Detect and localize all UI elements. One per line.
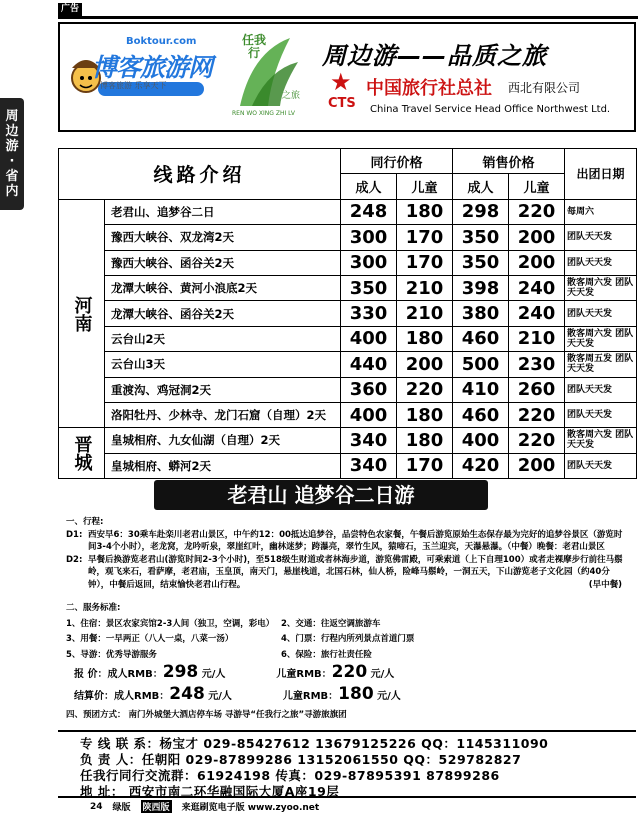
route-name: 龙潭大峡谷、黄河小浪底2天 — [105, 275, 341, 300]
footer — [90, 800, 319, 813]
retail-adult-price: 420 — [453, 453, 509, 478]
header-ad — [58, 22, 636, 132]
departure-date: 团队天天发 — [565, 225, 637, 250]
footer-section: 绿版 — [112, 803, 131, 813]
contact-line-manager: 负 责 人：任朝阳 029-87899286 13152061550 QQ：529782827 — [80, 752, 522, 767]
peer-adult-price: 300 — [341, 250, 397, 275]
settle-child-label: 儿童RMB： — [282, 691, 339, 702]
price-unit: 元/人 — [201, 669, 226, 680]
contact-line-address: 地 址： 西安市南二环华融国际大厦A座19层 — [80, 784, 340, 799]
table-row — [59, 377, 637, 402]
price-unit: 元/人 — [377, 691, 401, 702]
retail-child-price: 200 — [509, 225, 565, 250]
day2-line — [66, 554, 626, 592]
quote-label: 报 价：成人RMB： — [74, 669, 163, 680]
retail-child-price: 200 — [509, 453, 565, 478]
route-name: 豫西大峡谷、函谷关2天 — [105, 250, 341, 275]
peer-child-price: 210 — [397, 275, 453, 300]
peer-adult-price: 440 — [341, 352, 397, 377]
table-row — [59, 250, 637, 275]
retail-child-price: 200 — [509, 250, 565, 275]
itinerary-section — [66, 516, 626, 591]
service-item: 3、用餐：一早两正（八人一桌，八菜一汤） — [66, 634, 234, 644]
side-tab-label: 周边游·省内 — [5, 109, 19, 199]
table-row — [59, 352, 637, 377]
peer-child-price: 170 — [397, 453, 453, 478]
departure-date: 团队天天发 — [565, 377, 637, 402]
peer-adult-price: 300 — [341, 225, 397, 250]
peer-adult-price: 330 — [341, 301, 397, 326]
footer-url[interactable]: 来逛刷览电子版 www.zyoo.net — [181, 803, 320, 813]
peer-child-price: 180 — [397, 326, 453, 351]
quote-child-price: 220 — [331, 662, 368, 682]
departure-date: 每周六 — [565, 199, 637, 224]
cts-suffix: 西北有限公司 — [508, 81, 581, 95]
header-peer-adult: 成人 — [341, 174, 397, 199]
service-item: 1、住宿：景区农家宾馆2-3人间（独卫，空调，彩电） — [66, 618, 275, 629]
peer-child-price: 170 — [397, 250, 453, 275]
region-label: 晋城 — [59, 428, 105, 479]
table-row — [59, 428, 637, 453]
departure-date: 散客周六发 团队天天发 — [565, 326, 637, 351]
departure-date: 散客周六发 团队天天发 — [565, 275, 637, 300]
boktour-name: 博客旅游网 — [92, 53, 213, 82]
table-row — [59, 453, 637, 478]
peer-child-price: 180 — [397, 402, 453, 427]
header-peer-child: 儿童 — [397, 174, 453, 199]
departure-date: 散客周五发 团队天天发 — [565, 352, 637, 377]
renwoxing-sub: 之旅 — [282, 91, 301, 101]
retail-child-price: 240 — [509, 301, 565, 326]
header-retail-child: 儿童 — [509, 174, 565, 199]
route-name: 云台山3天 — [105, 352, 341, 377]
page-number: 24 — [90, 801, 103, 812]
contact-line-hotline: 专 线 联 系：杨宝才 029-85427612 13679125226 QQ：1145311090 — [80, 736, 549, 751]
retail-adult-price: 350 — [453, 225, 509, 250]
table-row — [59, 326, 637, 351]
region-label: 河南 — [59, 199, 105, 428]
price-unit: 元/人 — [370, 669, 395, 680]
peer-child-price: 170 — [397, 225, 453, 250]
retail-child-price: 260 — [509, 377, 565, 402]
service-item: 4、门票：行程内所列景点首道门票 — [281, 634, 415, 644]
departure-date: 团队天天发 — [565, 301, 637, 326]
renwoxing-name: 任我行 — [242, 33, 267, 60]
retail-adult-price: 398 — [453, 275, 509, 300]
peer-child-price: 220 — [397, 377, 453, 402]
retail-adult-price: 410 — [453, 377, 509, 402]
day1-label: D1: — [66, 529, 83, 540]
retail-child-price: 220 — [509, 402, 565, 427]
table-row — [59, 199, 637, 224]
departure-date: 团队天天发 — [565, 250, 637, 275]
service-item: 2、交通：往返空调旅游车 — [281, 618, 381, 629]
booking-info: 四、预团方式： 南门外城堡大酒店停车场 寻游导“任我行之旅”寻游旅旗团 — [66, 710, 347, 720]
retail-child-price: 230 — [509, 352, 565, 377]
table-header-row — [59, 149, 637, 174]
retail-child-price: 220 — [509, 428, 565, 453]
settle-price-row — [74, 684, 401, 704]
quote-child-label: 儿童RMB： — [276, 669, 332, 680]
route-name: 皇城相府、蟒河2天 — [105, 453, 341, 478]
route-name: 云台山2天 — [105, 326, 341, 351]
departure-date: 散客周六发 团队天天发 — [565, 428, 637, 453]
peer-child-price: 180 — [397, 199, 453, 224]
cts-star-icon: ★ — [330, 68, 352, 96]
retail-adult-price: 350 — [453, 250, 509, 275]
retail-adult-price: 400 — [453, 428, 509, 453]
slogan: 周边游——品质之旅 — [322, 42, 547, 70]
table-row — [59, 402, 637, 427]
peer-adult-price: 360 — [341, 377, 397, 402]
quote-adult-price: 298 — [162, 662, 199, 682]
header-departure-date: 出团日期 — [565, 149, 637, 200]
header-route: 线路介绍 — [59, 149, 341, 200]
cts-name: 中国旅行社总社 — [366, 78, 492, 99]
peer-adult-price: 340 — [341, 453, 397, 478]
contact-line-group: 任我行同行交流群：61924198 传真：029-87895391 87899286 — [80, 768, 500, 783]
peer-adult-price: 248 — [341, 199, 397, 224]
route-title-banner: 老君山 追梦谷二日游 — [154, 480, 488, 510]
renwoxing-pinyin: REN WO XING ZHI LV — [232, 110, 295, 117]
peer-adult-price: 400 — [341, 326, 397, 351]
table-row — [59, 301, 637, 326]
header-retail-adult: 成人 — [453, 174, 509, 199]
header-peer-price: 同行价格 — [341, 149, 453, 174]
route-price-table — [58, 148, 637, 479]
boktour-tagline: 博客旅游 乐享天下 — [100, 81, 167, 90]
peer-child-price: 210 — [397, 301, 453, 326]
retail-adult-price: 500 — [453, 352, 509, 377]
retail-adult-price: 298 — [453, 199, 509, 224]
service-item: 6、保险：旅行社责任险 — [281, 649, 372, 660]
retail-child-price: 240 — [509, 275, 565, 300]
departure-date: 团队天天发 — [565, 453, 637, 478]
retail-adult-price: 380 — [453, 301, 509, 326]
ad-tag: 广告 — [58, 3, 82, 16]
top-rule — [58, 16, 638, 19]
table-row — [59, 275, 637, 300]
day2-label: D2: — [66, 554, 83, 565]
quote-price-row — [74, 662, 394, 682]
itinerary-heading: 一、行程: — [66, 517, 104, 527]
route-name: 龙潭大峡谷、函谷关2天 — [105, 301, 341, 326]
day1-line — [66, 529, 626, 554]
route-name: 重渡沟、鸡冠洞2天 — [105, 377, 341, 402]
departure-date: 团队天天发 — [565, 402, 637, 427]
cts-label: CTS — [328, 96, 356, 111]
day1-text: 西安早6：30乘车赴栾川老君山景区，中午约12：00抵达追梦谷，品尝特色农家餐，午餐后游览原始生态保存最为完好的追梦谷景区（游览时间3-4个小时），老龙窝，龙吟听泉，翠崖红叶，幽林迷梦；跨瀑亮，翠竹生风，猿啼石，玉兰迎宾，天瀑悬瀑。（中餐）晚餐：老君山景区 — [88, 529, 623, 552]
retail-adult-price: 460 — [453, 326, 509, 351]
retail-child-price: 210 — [509, 326, 565, 351]
side-tab — [0, 98, 24, 210]
day2-meal-note: (早中餐) — [588, 579, 622, 590]
retail-child-price: 220 — [509, 199, 565, 224]
service-item: 5、导游：优秀导游服务 — [66, 649, 157, 660]
peer-child-price: 200 — [397, 352, 453, 377]
peer-adult-price: 340 — [341, 428, 397, 453]
route-name: 豫西大峡谷、双龙湾2天 — [105, 225, 341, 250]
peer-adult-price: 350 — [341, 275, 397, 300]
footer-badge: 陕西版 — [141, 800, 172, 813]
route-name: 洛阳牡丹、少林寺、龙门石窟（自理）2天 — [105, 402, 341, 427]
day2-text: 早餐后换游览老君山(游览时间2-3个小时)，至518级生财道或者林海步道，游览佛雷殿，可乘索道（上下自理100）或者走裸摩步行前往马鬃岭，观飞来石，看萨摩，老君庙，玉皇顶，南天门，悬崖栈道，北国石林，仙人桥，险峰马鬃岭，一洞五天，下山游览老子文化园（约40分钟），中餐后返回，结束愉快老君山行程。 — [88, 554, 623, 590]
service-heading: 二、服务标准: — [66, 603, 121, 613]
settle-label: 结算价：成人RMB： — [74, 691, 170, 702]
settle-child-price: 180 — [338, 684, 374, 704]
contact-block — [58, 730, 636, 798]
retail-adult-price: 460 — [453, 402, 509, 427]
cts-english-name: China Travel Service Head Office Northwest Ltd. — [370, 104, 611, 115]
service-section — [66, 602, 626, 661]
header-retail-price: 销售价格 — [453, 149, 565, 174]
settle-adult-price: 248 — [169, 684, 205, 704]
boktour-url: Boktour.com — [126, 36, 197, 47]
route-name: 皇城相府、九女仙湖（自理）2天 — [105, 428, 341, 453]
peer-adult-price: 400 — [341, 402, 397, 427]
route-name: 老君山、追梦谷二日 — [105, 199, 341, 224]
peer-child-price: 180 — [397, 428, 453, 453]
table-row — [59, 225, 637, 250]
price-unit: 元/人 — [208, 691, 232, 702]
